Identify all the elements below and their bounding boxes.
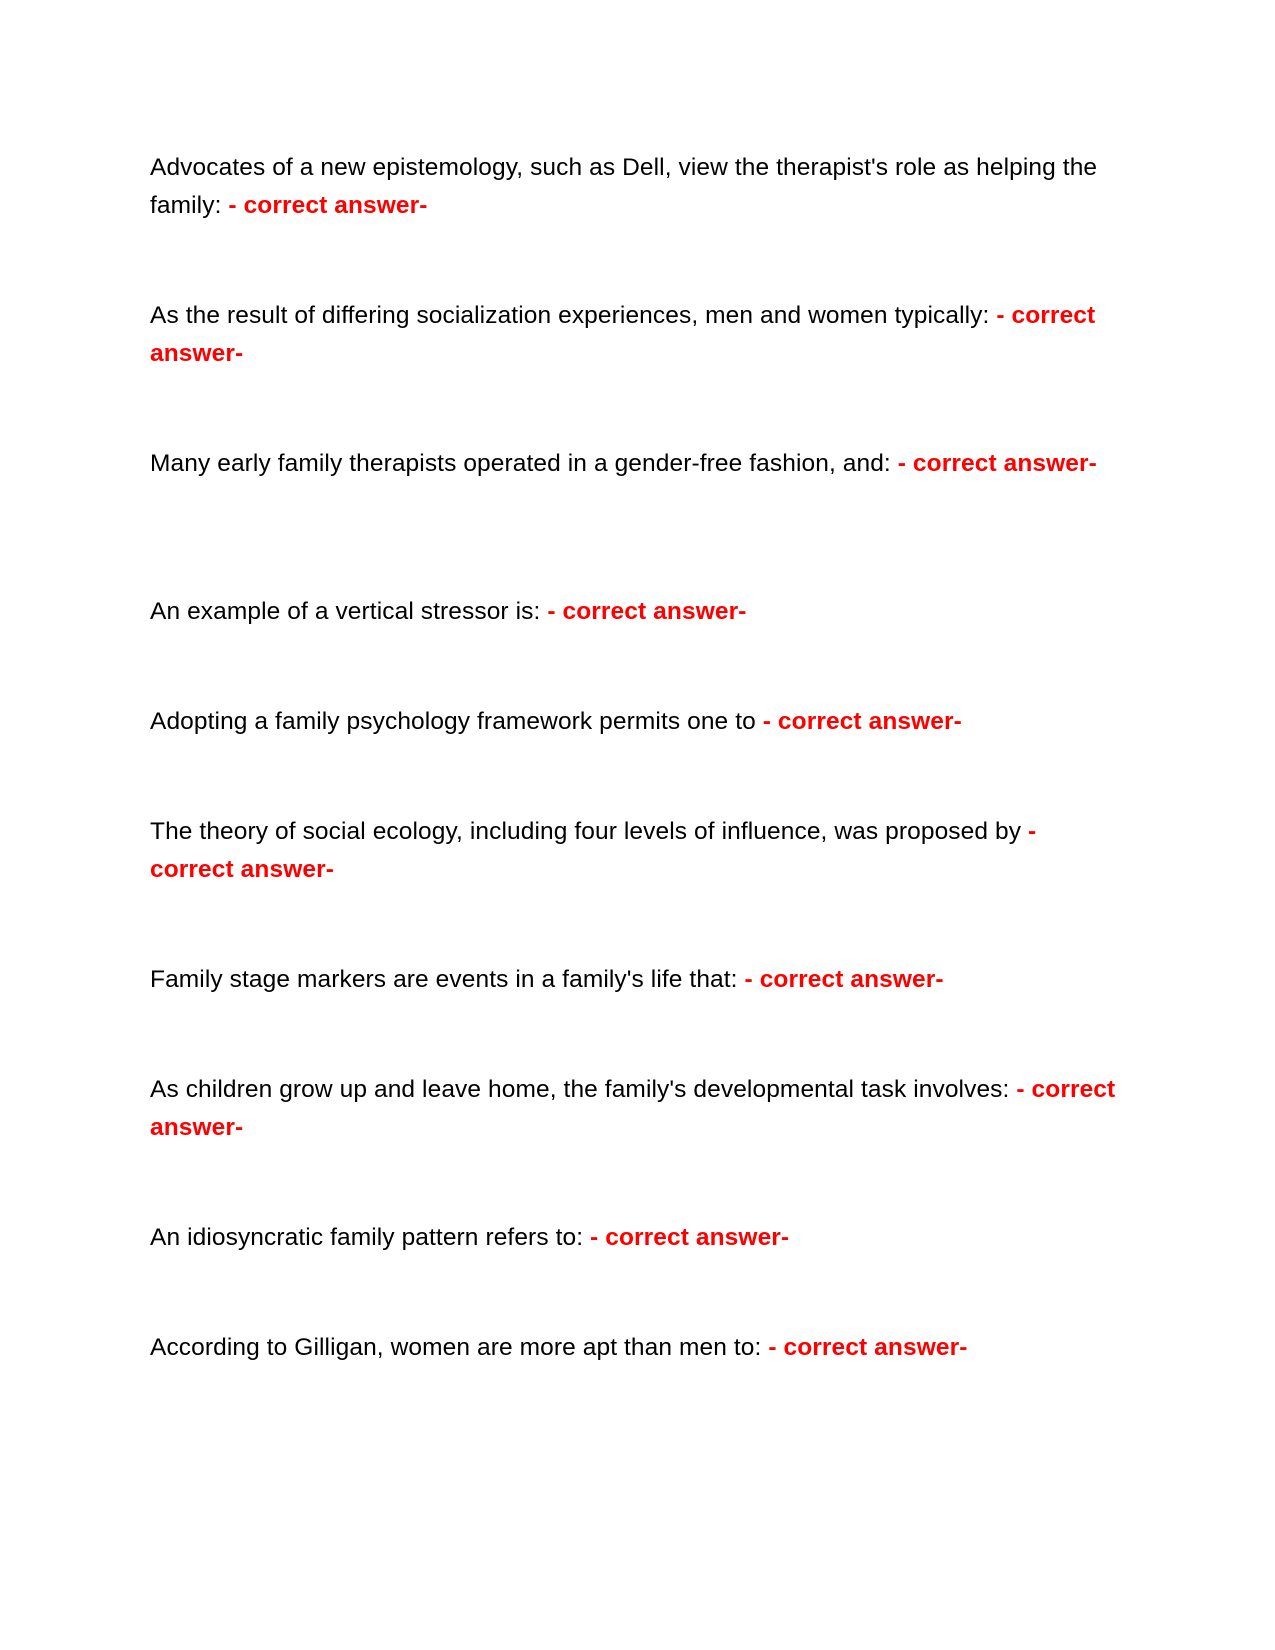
answer-text: - correct answer- xyxy=(744,966,944,993)
qa-item-2 xyxy=(150,297,1125,373)
answer-text: - correct answer- xyxy=(150,818,1037,883)
question-text: Family stage markers are events in a family's life that: xyxy=(150,966,738,993)
qa-item-3 xyxy=(150,445,1125,483)
answer-text: - correct answer- xyxy=(150,1076,1116,1141)
qa-item-9 xyxy=(150,1219,1125,1257)
question-text: The theory of social ecology, including four levels of influence, was proposed by xyxy=(150,818,1022,845)
question-text: Many early family therapists operated in a gender-free fashion, and: xyxy=(150,450,891,477)
qa-item-5 xyxy=(150,703,1125,741)
answer-text: - correct answer- xyxy=(590,1224,790,1251)
question-text: An idiosyncratic family pattern refers to: xyxy=(150,1224,584,1251)
qa-item-8 xyxy=(150,1071,1125,1147)
answer-text: - correct answer- xyxy=(228,192,428,219)
answer-text: - correct answer- xyxy=(897,450,1097,477)
question-text: According to Gilligan, women are more apt than men to: xyxy=(150,1334,762,1361)
question-text: An example of a vertical stressor is: xyxy=(150,598,541,625)
qa-item-1 xyxy=(150,149,1125,225)
qa-item-4 xyxy=(150,593,1125,631)
qa-item-6 xyxy=(150,813,1125,889)
question-text: As children grow up and leave home, the family's developmental task involves: xyxy=(150,1076,1010,1103)
answer-text: - correct answer- xyxy=(762,708,962,735)
question-text: Adopting a family psychology framework permits one to xyxy=(150,708,756,735)
qa-item-10 xyxy=(150,1329,1125,1367)
answer-text: - correct answer- xyxy=(150,302,1096,367)
question-text: Advocates of a new epistemology, such as Dell, view the therapist's role as helping the family: xyxy=(150,154,1098,219)
qa-item-7 xyxy=(150,961,1125,999)
question-text: As the result of differing socialization experiences, men and women typically: xyxy=(150,302,990,329)
answer-text: - correct answer- xyxy=(768,1334,968,1361)
answer-text: - correct answer- xyxy=(547,598,747,625)
